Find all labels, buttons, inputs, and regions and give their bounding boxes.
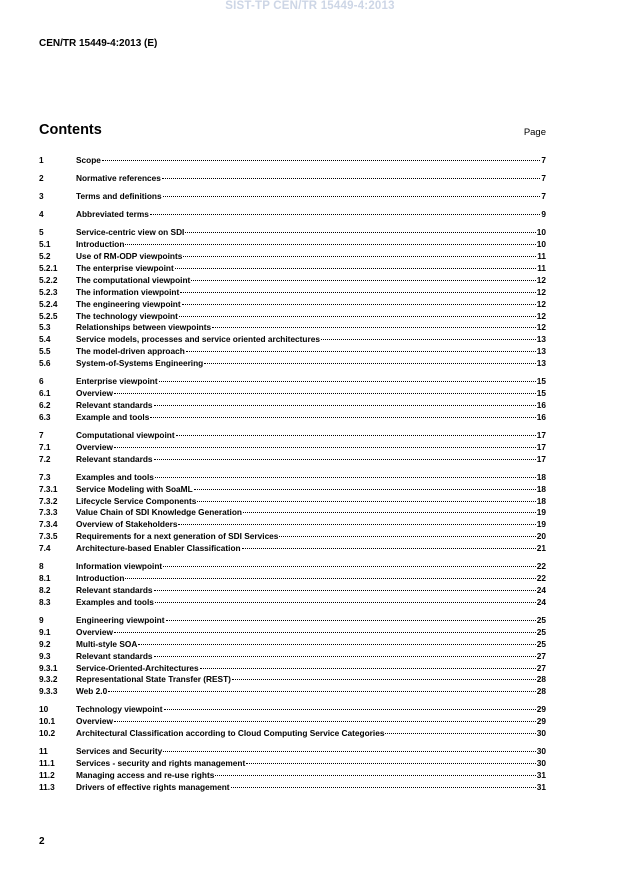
toc-entry-title[interactable]: Example and tools bbox=[76, 411, 150, 422]
toc-entry[interactable] bbox=[39, 704, 546, 716]
toc-entry-number: 9 bbox=[39, 614, 44, 625]
toc-entry[interactable] bbox=[39, 322, 546, 334]
toc-entry-title[interactable]: Multi-style SOA bbox=[76, 638, 138, 649]
toc-entry-number: 5.4 bbox=[39, 334, 51, 345]
toc-entry-title[interactable]: Overview bbox=[76, 716, 113, 727]
toc-entry-page: 24 bbox=[536, 585, 546, 595]
toc-entry-title[interactable]: Technology viewpoint bbox=[76, 704, 163, 715]
toc-dot-leader bbox=[155, 601, 536, 603]
toc-entry-title[interactable]: The engineering viewpoint bbox=[76, 298, 181, 309]
toc-entry-page: 17 bbox=[536, 429, 546, 440]
toc-entry-page: 13 bbox=[536, 334, 546, 345]
toc-entry[interactable] bbox=[39, 782, 546, 794]
toc-entry-page: 11 bbox=[537, 262, 546, 273]
toc-entry-page: 12 bbox=[536, 286, 546, 297]
toc-dot-leader bbox=[186, 350, 536, 352]
toc-entry[interactable] bbox=[39, 275, 546, 287]
toc-entry-number: 11.2 bbox=[39, 770, 55, 781]
toc-entry-number: 7.4 bbox=[39, 543, 51, 554]
watermark: SIST-TP CEN/TR 15449-4:2013 bbox=[225, 0, 395, 12]
toc-dot-leader bbox=[163, 565, 536, 567]
toc-entry-title[interactable]: Examples and tools bbox=[76, 596, 154, 607]
toc-entry[interactable] bbox=[39, 173, 546, 185]
toc-dot-leader bbox=[183, 255, 536, 257]
toc-entry-title[interactable]: Service-Oriented-Architectures bbox=[76, 662, 199, 673]
toc-dot-leader bbox=[154, 655, 536, 657]
toc-entry-title[interactable]: Relevant standards bbox=[76, 399, 153, 410]
toc-entry[interactable] bbox=[39, 758, 546, 770]
toc-entry[interactable] bbox=[39, 191, 546, 203]
toc-entry-page: 25 bbox=[536, 638, 546, 649]
toc-entry-number: 7.3.2 bbox=[39, 495, 58, 506]
toc-entry-page: 15 bbox=[536, 388, 546, 399]
toc-entry[interactable] bbox=[39, 561, 546, 573]
toc-entry-number: 10.2 bbox=[39, 728, 56, 739]
toc-entry[interactable] bbox=[39, 430, 546, 442]
toc-entry[interactable] bbox=[39, 746, 546, 758]
toc-dot-leader bbox=[191, 279, 535, 281]
toc-entry-page: 17 bbox=[536, 453, 546, 464]
toc-entry[interactable] bbox=[39, 585, 546, 597]
toc-entry-title[interactable]: Overview bbox=[76, 441, 113, 452]
toc-entry-page: 12 bbox=[536, 310, 546, 321]
toc-entry-page: 31 bbox=[536, 781, 546, 792]
toc-entry-title[interactable]: Normative references bbox=[76, 173, 161, 184]
toc-dot-leader bbox=[200, 667, 536, 669]
toc-entry-number: 9.3 bbox=[39, 650, 51, 661]
toc-entry[interactable] bbox=[39, 209, 546, 221]
toc-entry-title[interactable]: Architecture-based Enabler Classification bbox=[76, 543, 241, 554]
toc-entry[interactable] bbox=[39, 412, 546, 424]
toc-dot-leader bbox=[108, 690, 536, 692]
toc-entry-page: 9 bbox=[541, 209, 546, 220]
toc-entry-page: 7 bbox=[541, 155, 546, 165]
toc-entry-number: 5.5 bbox=[39, 346, 51, 357]
toc-entry-page: 16 bbox=[536, 399, 546, 410]
toc-entry-page: 27 bbox=[536, 650, 546, 661]
toc-dot-leader bbox=[179, 315, 536, 317]
toc-entry-number: 7.1 bbox=[39, 441, 51, 452]
toc-dot-leader bbox=[215, 774, 535, 776]
toc-entry-page: 20 bbox=[536, 531, 546, 542]
toc-entry[interactable] bbox=[39, 358, 546, 370]
toc-entry-title[interactable]: Relevant standards bbox=[76, 650, 153, 661]
toc-entry-page: 10 bbox=[536, 227, 546, 238]
toc-entry-number: 7.3 bbox=[39, 471, 51, 482]
toc-entry[interactable] bbox=[39, 716, 546, 728]
toc-dot-leader bbox=[279, 535, 535, 537]
toc-entry-number: 9.1 bbox=[39, 626, 51, 637]
toc-entry-number: 9.2 bbox=[39, 638, 51, 649]
toc-entry-title[interactable]: Service models, processes and service oriented architectures bbox=[76, 334, 320, 345]
toc-entry[interactable] bbox=[39, 299, 546, 311]
toc-dot-leader bbox=[243, 511, 536, 513]
toc-dot-leader bbox=[175, 267, 536, 269]
page-column-label: Page bbox=[523, 127, 546, 138]
toc-dot-leader bbox=[164, 708, 536, 710]
page-number: 2 bbox=[39, 836, 45, 847]
toc-entry[interactable] bbox=[39, 597, 546, 609]
toc-entry-page: 11 bbox=[537, 251, 546, 262]
toc-entry[interactable] bbox=[39, 454, 546, 466]
toc-entry-page: 17 bbox=[536, 441, 546, 452]
toc-dot-leader bbox=[162, 177, 541, 179]
toc-entry[interactable] bbox=[39, 388, 546, 400]
toc-entry-number: 3 bbox=[39, 191, 44, 202]
toc-entry-page: 12 bbox=[536, 322, 546, 333]
toc-entry-page: 21 bbox=[536, 543, 546, 554]
toc-entry[interactable] bbox=[39, 627, 546, 639]
toc-entry-title[interactable]: The computational viewpoint bbox=[76, 274, 191, 285]
toc-entry-title[interactable]: Services - security and rights management bbox=[76, 758, 246, 769]
toc-entry-page: 12 bbox=[536, 298, 546, 309]
toc-entry[interactable] bbox=[39, 472, 546, 484]
toc-entry-page: 28 bbox=[536, 686, 546, 697]
toc-entry[interactable] bbox=[39, 263, 546, 275]
toc-dot-leader bbox=[138, 643, 535, 645]
toc-entry-number: 8 bbox=[39, 561, 44, 572]
toc-entry-number: 10.1 bbox=[39, 716, 56, 727]
toc-entry-title[interactable]: Service-centric view on SDI bbox=[76, 227, 185, 238]
toc-entry-number: 5 bbox=[39, 227, 44, 238]
toc-entry-title[interactable]: Overview bbox=[76, 388, 113, 399]
toc-entry-number: 6.2 bbox=[39, 399, 51, 410]
toc-entry-title[interactable]: Value Chain of SDI Knowledge Generation bbox=[76, 507, 242, 518]
toc-entry-page: 12 bbox=[536, 274, 546, 285]
toc-entry-number: 8.3 bbox=[39, 596, 51, 607]
toc-entry-number: 10 bbox=[39, 704, 49, 715]
toc-dot-leader bbox=[102, 159, 540, 161]
toc-entry-number: 1 bbox=[39, 155, 44, 165]
toc-entry[interactable] bbox=[39, 728, 546, 740]
toc-dot-leader bbox=[114, 631, 536, 633]
toc-entry-title[interactable]: Overview of Stakeholders bbox=[76, 519, 178, 530]
toc-dot-leader bbox=[194, 488, 536, 490]
toc-entry-page: 22 bbox=[536, 561, 546, 572]
toc-entry-title[interactable]: Abbreviated terms bbox=[76, 209, 149, 220]
toc-entry[interactable] bbox=[39, 639, 546, 651]
toc-entry[interactable] bbox=[39, 543, 546, 555]
toc-entry-title[interactable]: Enterprise viewpoint bbox=[76, 376, 158, 387]
toc-entry-title[interactable]: The technology viewpoint bbox=[76, 310, 178, 321]
toc-entry[interactable] bbox=[39, 686, 546, 698]
toc-entry[interactable] bbox=[39, 334, 546, 346]
toc-entry[interactable] bbox=[39, 519, 546, 531]
toc-entry-number: 4 bbox=[39, 209, 44, 220]
toc-entry-page: 30 bbox=[536, 728, 546, 739]
toc-entry[interactable] bbox=[39, 155, 546, 167]
toc-dot-leader bbox=[246, 762, 536, 764]
toc-entry-page: 22 bbox=[536, 573, 546, 584]
toc-dot-leader bbox=[197, 500, 535, 502]
toc-entry[interactable] bbox=[39, 287, 546, 299]
toc-entry-page: 15 bbox=[536, 376, 546, 387]
toc-entry[interactable] bbox=[39, 651, 546, 663]
toc-entry-title[interactable]: Requirements for a next generation of SDI Services bbox=[76, 531, 279, 542]
toc-dot-leader bbox=[185, 231, 535, 233]
toc-entry-page: 31 bbox=[536, 770, 546, 781]
toc-entry-page: 28 bbox=[536, 674, 546, 685]
toc-entry-title[interactable]: Scope bbox=[76, 155, 101, 165]
toc-dot-leader bbox=[125, 577, 535, 579]
toc-entry-title[interactable]: Terms and definitions bbox=[76, 191, 162, 202]
toc-entry-page: 7 bbox=[541, 191, 546, 202]
toc-entry-title[interactable]: Web 2.0 bbox=[76, 686, 108, 697]
toc-entry-page: 19 bbox=[536, 519, 546, 530]
toc-dot-leader bbox=[321, 338, 536, 340]
toc-entry-number: 8.1 bbox=[39, 573, 51, 584]
toc-entry-title[interactable]: Computational viewpoint bbox=[76, 429, 175, 440]
toc-entry-number: 5.2.3 bbox=[39, 286, 58, 297]
toc-dot-leader bbox=[150, 213, 541, 215]
toc-entry-title[interactable]: The model-driven approach bbox=[76, 346, 185, 357]
toc-entry-title[interactable]: The information viewpoint bbox=[76, 286, 180, 297]
toc-dot-leader bbox=[182, 303, 536, 305]
toc-entry[interactable] bbox=[39, 663, 546, 675]
toc-entry[interactable] bbox=[39, 531, 546, 543]
toc-entry-number: 5.2.4 bbox=[39, 298, 58, 309]
toc-entry-number: 7.2 bbox=[39, 453, 51, 464]
toc-entry-title[interactable]: Engineering viewpoint bbox=[76, 614, 165, 625]
toc-entry-title[interactable]: Services and Security bbox=[76, 746, 163, 757]
toc-dot-leader bbox=[159, 380, 536, 382]
toc-dot-leader bbox=[150, 416, 535, 418]
table-of-contents bbox=[39, 155, 546, 794]
toc-entry[interactable] bbox=[39, 251, 546, 263]
toc-entry-title[interactable]: Lifecycle Service Components bbox=[76, 495, 197, 506]
toc-entry-page: 18 bbox=[536, 495, 546, 506]
toc-entry-title[interactable]: Service Modeling with SoaML bbox=[76, 483, 193, 494]
toc-dot-leader bbox=[385, 732, 535, 734]
toc-entry-title[interactable]: Drivers of effective rights management bbox=[76, 781, 230, 792]
toc-dot-leader bbox=[163, 750, 536, 752]
toc-entry[interactable] bbox=[39, 496, 546, 508]
toc-entry-number: 7.3.1 bbox=[39, 483, 58, 494]
toc-dot-leader bbox=[154, 458, 536, 460]
toc-entry-page: 19 bbox=[536, 507, 546, 518]
toc-entry-number: 2 bbox=[39, 173, 44, 184]
toc-entry-page: 18 bbox=[536, 471, 546, 482]
toc-entry[interactable] bbox=[39, 507, 546, 519]
toc-entry-title[interactable]: Introduction bbox=[76, 573, 125, 584]
toc-entry-number: 6.3 bbox=[39, 411, 51, 422]
toc-entry-number: 11.1 bbox=[39, 758, 55, 769]
toc-dot-leader bbox=[212, 326, 536, 328]
toc-entry-number: 11 bbox=[39, 746, 48, 757]
toc-dot-leader bbox=[114, 720, 536, 722]
toc-entry[interactable] bbox=[39, 442, 546, 454]
toc-entry[interactable] bbox=[39, 400, 546, 412]
toc-dot-leader bbox=[155, 476, 536, 478]
toc-entry-number: 7 bbox=[39, 429, 44, 440]
toc-entry-number: 6 bbox=[39, 376, 44, 387]
toc-entry-page: 7 bbox=[541, 173, 546, 184]
toc-entry-number: 5.2.1 bbox=[39, 262, 58, 273]
toc-entry-page: 24 bbox=[536, 596, 546, 607]
toc-entry-page: 27 bbox=[536, 662, 546, 673]
toc-entry-number: 5.6 bbox=[39, 358, 51, 369]
toc-entry[interactable] bbox=[39, 311, 546, 323]
toc-dot-leader bbox=[163, 195, 541, 197]
toc-dot-leader bbox=[176, 434, 536, 436]
toc-entry-title[interactable]: Relationships between viewpoints bbox=[76, 322, 212, 333]
toc-entry-page: 13 bbox=[536, 346, 546, 357]
toc-dot-leader bbox=[114, 446, 536, 448]
toc-dot-leader bbox=[231, 786, 536, 788]
toc-entry-title[interactable]: Introduction bbox=[76, 239, 125, 250]
toc-entry-page: 25 bbox=[536, 614, 546, 625]
toc-entry[interactable] bbox=[39, 239, 546, 251]
toc-entry-number: 5.2 bbox=[39, 251, 51, 262]
toc-entry-number: 5.1 bbox=[39, 239, 51, 250]
toc-entry-number: 5.3 bbox=[39, 322, 51, 333]
toc-entry-title[interactable]: Relevant standards bbox=[76, 453, 153, 464]
toc-dot-leader bbox=[232, 678, 536, 680]
toc-entry-page: 30 bbox=[536, 758, 546, 769]
toc-dot-leader bbox=[178, 523, 535, 525]
toc-entry-page: 18 bbox=[536, 483, 546, 494]
toc-entry-number: 6.1 bbox=[39, 388, 51, 399]
toc-dot-leader bbox=[166, 619, 536, 621]
toc-dot-leader bbox=[154, 404, 536, 406]
toc-entry-page: 29 bbox=[536, 704, 546, 715]
toc-dot-leader bbox=[114, 392, 536, 394]
toc-entry-number: 9.3.3 bbox=[39, 686, 58, 697]
toc-entry-title[interactable]: Managing access and re-use rights bbox=[76, 770, 215, 781]
contents-title: Contents bbox=[39, 122, 102, 138]
toc-entry-title[interactable]: Examples and tools bbox=[76, 471, 154, 482]
toc-entry[interactable] bbox=[39, 346, 546, 358]
toc-entry-number: 5.2.5 bbox=[39, 310, 58, 321]
toc-dot-leader bbox=[154, 589, 536, 591]
toc-entry-number: 7.3.3 bbox=[39, 507, 58, 518]
toc-entry-number: 7.3.4 bbox=[39, 519, 58, 530]
toc-entry-title[interactable]: Relevant standards bbox=[76, 585, 153, 595]
toc-entry-page: 30 bbox=[536, 746, 546, 757]
toc-entry-page: 10 bbox=[536, 239, 546, 250]
document-reference: CEN/TR 15449-4:2013 (E) bbox=[39, 38, 158, 49]
toc-entry[interactable] bbox=[39, 376, 546, 388]
toc-entry-title[interactable]: Representational State Transfer (REST) bbox=[76, 674, 231, 685]
toc-entry-number: 9.3.2 bbox=[39, 674, 58, 685]
toc-entry-page: 29 bbox=[536, 716, 546, 727]
toc-entry-page: 25 bbox=[536, 626, 546, 637]
toc-entry-title[interactable]: Information viewpoint bbox=[76, 561, 163, 572]
toc-dot-leader bbox=[180, 291, 536, 293]
toc-dot-leader bbox=[242, 547, 536, 549]
toc-entry[interactable] bbox=[39, 770, 546, 782]
toc-entry-title[interactable]: Use of RM-ODP viewpoints bbox=[76, 251, 183, 262]
toc-entry[interactable] bbox=[39, 484, 546, 496]
toc-entry-number: 9.3.1 bbox=[39, 662, 58, 673]
toc-entry-page: 16 bbox=[536, 411, 546, 422]
toc-entry-number: 5.2.2 bbox=[39, 274, 58, 285]
toc-entry-title[interactable]: The enterprise viewpoint bbox=[76, 262, 174, 273]
toc-entry-number: 7.3.5 bbox=[39, 531, 58, 542]
toc-dot-leader bbox=[204, 362, 536, 364]
toc-entry[interactable] bbox=[39, 615, 546, 627]
toc-entry[interactable] bbox=[39, 573, 546, 585]
toc-entry-title[interactable]: Overview bbox=[76, 626, 113, 637]
toc-entry[interactable] bbox=[39, 227, 546, 239]
toc-entry-title[interactable]: Architectural Classification according to Cloud Computing Service Categories bbox=[76, 728, 385, 739]
toc-entry[interactable] bbox=[39, 674, 546, 686]
toc-entry-number: 11.3 bbox=[39, 781, 55, 792]
toc-dot-leader bbox=[125, 243, 535, 245]
toc-entry-number: 8.2 bbox=[39, 585, 51, 595]
toc-entry-page: 13 bbox=[536, 358, 546, 369]
toc-entry-title[interactable]: System-of-Systems Engineering bbox=[76, 358, 204, 369]
